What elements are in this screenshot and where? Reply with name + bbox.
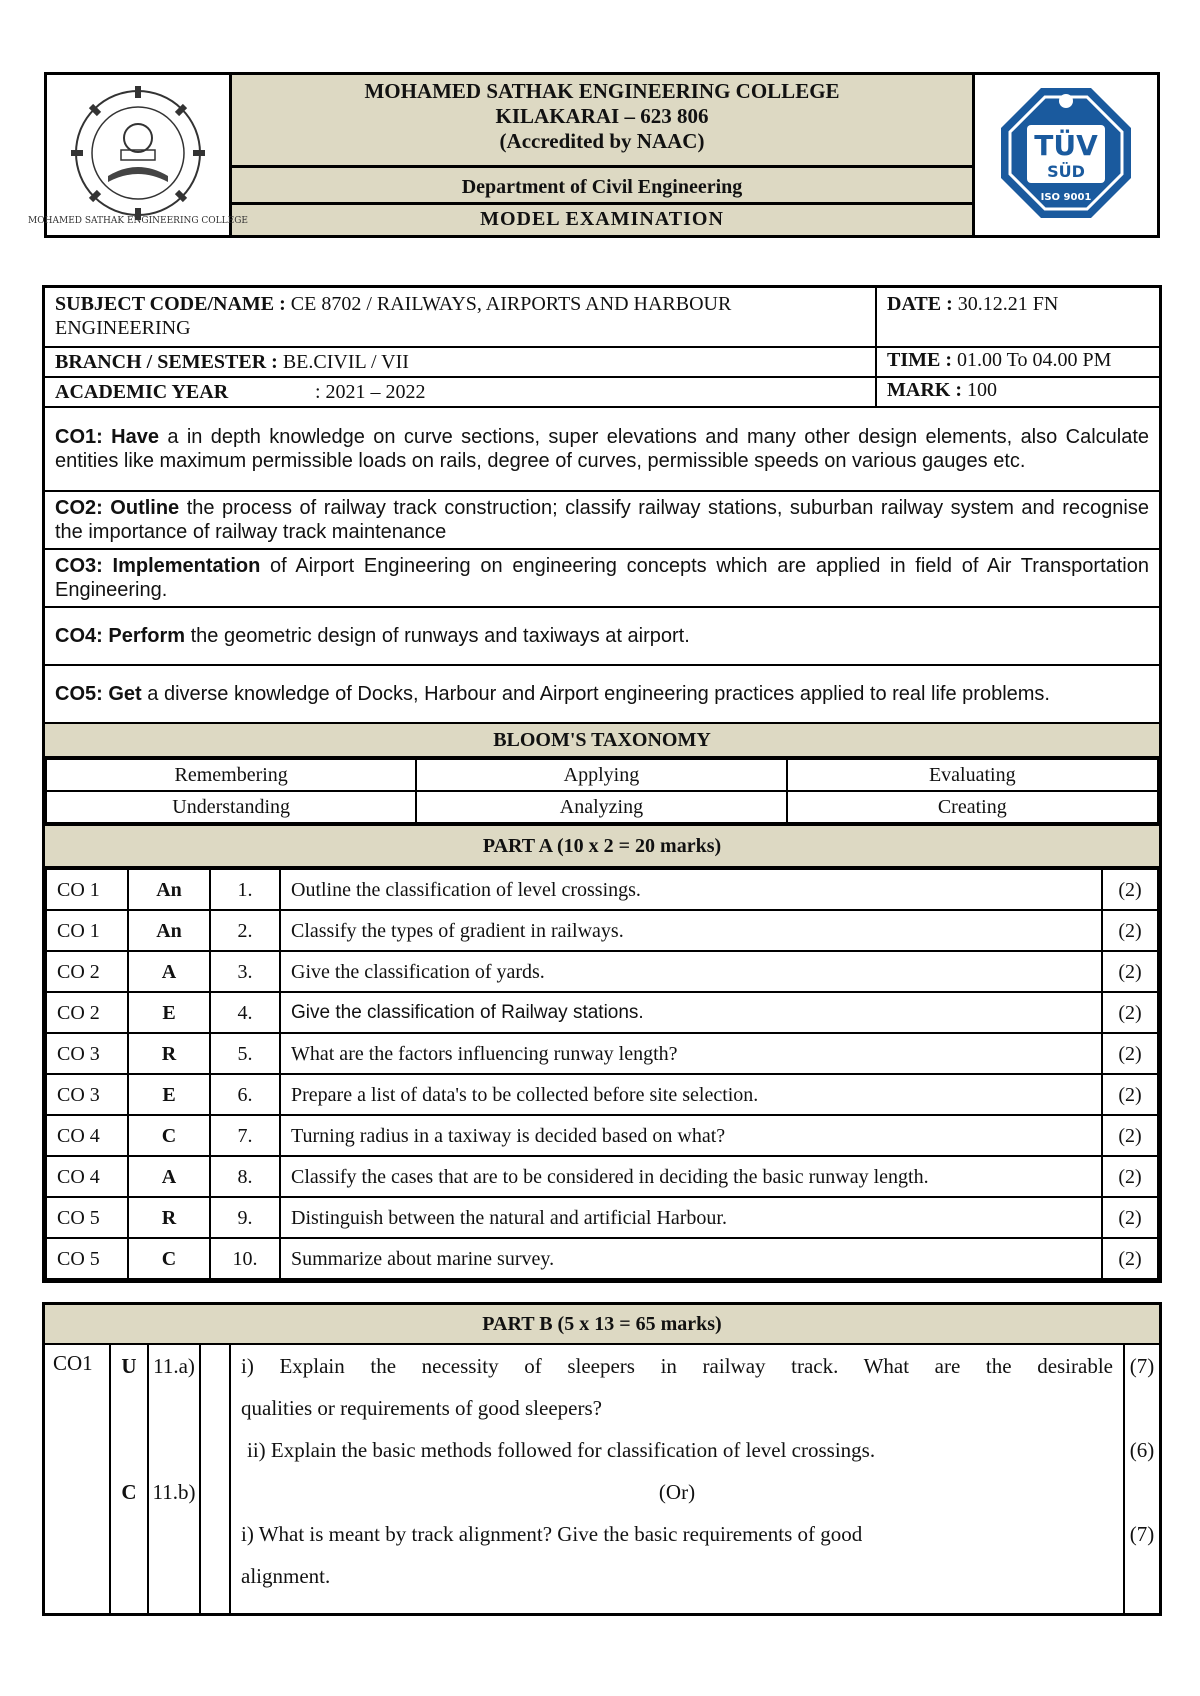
exam-title: MODEL EXAMINATION xyxy=(480,208,724,230)
question-number: 3. xyxy=(210,951,280,992)
question-number: 7. xyxy=(210,1115,280,1156)
question-number: 10. xyxy=(210,1238,280,1279)
part-b-levels xyxy=(110,1344,148,1614)
q11a-ii: ii) Explain the basic methods followed for classification of level crossings. xyxy=(247,1438,876,1462)
course-outcome-2 xyxy=(44,491,1161,549)
part-a-row xyxy=(46,992,1158,1033)
course-outcome-5 xyxy=(44,665,1161,723)
part-b-table xyxy=(42,1302,1162,1616)
level-a: U xyxy=(121,1354,137,1378)
co3-text: of Airport Engineering on engineering concepts which are applied in field of Air Transportation Engineering. xyxy=(55,555,1149,601)
part-a-row xyxy=(46,1115,1158,1156)
co4-verb: Perform xyxy=(108,625,186,647)
co3-code: CO3: xyxy=(55,555,103,577)
course-outcome-3 xyxy=(44,549,1161,607)
part-b-title: PART B (5 x 13 = 65 marks) xyxy=(44,1304,1161,1345)
co2-verb: Outline xyxy=(110,497,180,519)
header-title-cell xyxy=(231,74,974,237)
question-number: 1. xyxy=(210,869,280,910)
question-marks: (2) xyxy=(1102,1197,1158,1238)
question-level: A xyxy=(128,951,210,992)
question-marks: (2) xyxy=(1102,1238,1158,1279)
co4-text: the geometric design of runways and taxiways at airport. xyxy=(190,625,690,647)
part-a-row xyxy=(46,1238,1158,1279)
question-marks: (2) xyxy=(1102,1156,1158,1197)
question-marks: (2) xyxy=(1102,951,1158,992)
part-b-co: CO1 xyxy=(44,1344,111,1614)
question-level: C xyxy=(128,1115,210,1156)
subject-label: SUBJECT CODE/NAME : xyxy=(55,293,286,315)
exam-info-table xyxy=(42,285,1162,1283)
mark-cell xyxy=(876,377,1161,407)
branch-value: BE.CIVIL / VII xyxy=(282,351,409,373)
branch-label: BRANCH / SEMESTER : xyxy=(55,351,278,373)
question-number-a: 11.a) xyxy=(153,1354,195,1378)
q11a-i-line1: i) Explain the necessity of sleepers in railway track. What are the desirable xyxy=(241,1354,1113,1378)
part-a-row xyxy=(46,869,1158,910)
year-value: : 2021 – 2022 xyxy=(315,381,426,403)
mark-label: MARK : xyxy=(887,379,962,401)
mark-value: 100 xyxy=(966,379,997,401)
or-separator: (Or) xyxy=(658,1480,696,1504)
bloom-creating: Creating xyxy=(787,791,1158,823)
part-a-row xyxy=(46,1074,1158,1115)
question-text: What are the factors influencing runway length? xyxy=(280,1033,1102,1074)
question-level: An xyxy=(128,869,210,910)
year-label: ACADEMIC YEAR xyxy=(55,381,229,403)
question-co: CO 5 xyxy=(46,1238,128,1279)
question-marks: (2) xyxy=(1102,910,1158,951)
question-text: Outline the classification of level crossings. xyxy=(280,869,1102,910)
co1-verb: Have xyxy=(111,426,159,448)
co1-text: a in depth knowledge on curve sections, super elevations and many other design elements, also Calculate entities like maximum permissible loads on rails, degree of curves, permissible speeds on various gauges etc. xyxy=(55,426,1149,472)
question-level: R xyxy=(128,1197,210,1238)
header-table xyxy=(28,72,1160,238)
question-number: 8. xyxy=(210,1156,280,1197)
question-co: CO 4 xyxy=(46,1115,128,1156)
bloom-evaluating: Evaluating xyxy=(787,759,1158,791)
marks-a-ii: (6) xyxy=(1129,1438,1155,1462)
question-text: Distinguish between the natural and artificial Harbour. xyxy=(280,1197,1102,1238)
part-a-row xyxy=(46,1156,1158,1197)
bloom-understanding: Understanding xyxy=(46,791,416,823)
question-level: An xyxy=(128,910,210,951)
cert-logo-cell xyxy=(974,74,1159,237)
tuv-text: TÜV xyxy=(1034,128,1098,162)
question-co: CO 2 xyxy=(46,992,128,1033)
college-name: MOHAMED SATHAK ENGINEERING COLLEGE xyxy=(364,79,840,103)
question-co: CO 1 xyxy=(46,910,128,951)
subject-cell xyxy=(44,287,877,348)
time-cell xyxy=(876,347,1161,377)
course-outcome-1 xyxy=(44,407,1161,491)
part-b-blank-col xyxy=(200,1344,230,1614)
logo-text: MOHAMED SATHAK ENGINEERING COLLEGE xyxy=(28,215,248,226)
question-marks: (2) xyxy=(1102,1074,1158,1115)
part-a-row xyxy=(46,1197,1158,1238)
co5-text: a diverse knowledge of Docks, Harbour and Airport engineering practices applied to real life problems. xyxy=(147,683,1050,705)
college-place: KILAKARAI – 623 806 xyxy=(495,104,709,128)
question-text: Give the classification of Railway stations. xyxy=(280,992,1102,1033)
co5-code: CO5: xyxy=(55,683,103,705)
level-b: C xyxy=(121,1480,137,1504)
question-level: E xyxy=(128,992,210,1033)
iso-text: ISO 9001 xyxy=(1040,191,1092,203)
q11b-i-line1: i) What is meant by track alignment? Give the basic requirements of good xyxy=(241,1522,863,1546)
part-a-row xyxy=(46,1033,1158,1074)
co5-verb: Get xyxy=(108,683,142,705)
department-name: Department of Civil Engineering xyxy=(232,165,972,205)
accreditation: (Accredited by NAAC) xyxy=(499,129,705,153)
q11a-i-line2: qualities or requirements of good sleepers? xyxy=(241,1396,602,1420)
part-a-title: PART A (10 x 2 = 20 marks) xyxy=(44,825,1161,867)
question-text: Summarize about marine survey. xyxy=(280,1238,1102,1279)
blooms-title: BLOOM'S TAXONOMY xyxy=(44,723,1161,757)
question-text: Classify the cases that are to be considered in deciding the basic runway length. xyxy=(280,1156,1102,1197)
question-marks: (2) xyxy=(1102,992,1158,1033)
co4-code: CO4: xyxy=(55,625,103,647)
co3-verb: Implementation xyxy=(112,555,261,577)
college-logo-cell xyxy=(28,74,248,237)
part-a-row xyxy=(46,910,1158,951)
question-text: Give the classification of yards. xyxy=(280,951,1102,992)
q11b-i-line2: alignment. xyxy=(241,1564,331,1588)
question-text: Classify the types of gradient in railways. xyxy=(280,910,1102,951)
part-b-numbers xyxy=(148,1344,200,1614)
blooms-table xyxy=(45,758,1159,824)
question-co: CO 1 xyxy=(46,869,128,910)
question-co: CO 4 xyxy=(46,1156,128,1197)
question-marks: (2) xyxy=(1102,1033,1158,1074)
time-label: TIME : xyxy=(887,349,952,371)
time-value: 01.00 To 04.00 PM xyxy=(957,349,1112,371)
question-number: 5. xyxy=(210,1033,280,1074)
sud-text: SÜD xyxy=(1047,161,1085,181)
question-level: A xyxy=(128,1156,210,1197)
question-number: 2. xyxy=(210,910,280,951)
question-level: E xyxy=(128,1074,210,1115)
part-a-row xyxy=(46,951,1158,992)
question-number-b: 11.b) xyxy=(152,1480,196,1504)
course-outcome-4 xyxy=(44,607,1161,665)
question-level: R xyxy=(128,1033,210,1074)
co2-code: CO2: xyxy=(55,497,103,519)
question-number: 4. xyxy=(210,992,280,1033)
marks-b-i: (7) xyxy=(1129,1522,1155,1546)
question-number: 6. xyxy=(210,1074,280,1115)
question-level: C xyxy=(128,1238,210,1279)
question-co: CO 3 xyxy=(46,1074,128,1115)
question-text: Turning radius in a taxiway is decided based on what? xyxy=(280,1115,1102,1156)
question-co: CO 5 xyxy=(46,1197,128,1238)
date-cell xyxy=(876,287,1161,348)
co1-code: CO1: xyxy=(55,426,103,448)
marks-a-i: (7) xyxy=(1129,1354,1155,1378)
tuv-certification-icon xyxy=(991,83,1141,223)
subject-value: CE 8702 / RAILWAYS, AIRPORTS AND HARBOUR ENGINEERING xyxy=(55,293,732,339)
bloom-applying: Applying xyxy=(416,759,786,791)
bloom-remembering: Remembering xyxy=(46,759,416,791)
question-marks: (2) xyxy=(1102,869,1158,910)
bloom-analyzing: Analyzing xyxy=(416,791,786,823)
college-logo-icon xyxy=(28,78,248,228)
question-co: CO 3 xyxy=(46,1033,128,1074)
branch-cell xyxy=(44,347,877,377)
question-marks: (2) xyxy=(1102,1115,1158,1156)
part-b-marks xyxy=(1124,1344,1161,1614)
date-label: DATE : xyxy=(887,293,953,315)
date-value: 30.12.21 FN xyxy=(957,293,1059,315)
part-a-table xyxy=(45,868,1159,1280)
question-number: 9. xyxy=(210,1197,280,1238)
question-text: Prepare a list of data's to be collected before site selection. xyxy=(280,1074,1102,1115)
year-cell xyxy=(44,377,877,407)
co2-text: the process of railway track construction; classify railway stations, suburban railway system and recognise the importance of railway track maintenance xyxy=(55,497,1149,543)
question-co: CO 2 xyxy=(46,951,128,992)
part-b-questions xyxy=(230,1344,1124,1614)
